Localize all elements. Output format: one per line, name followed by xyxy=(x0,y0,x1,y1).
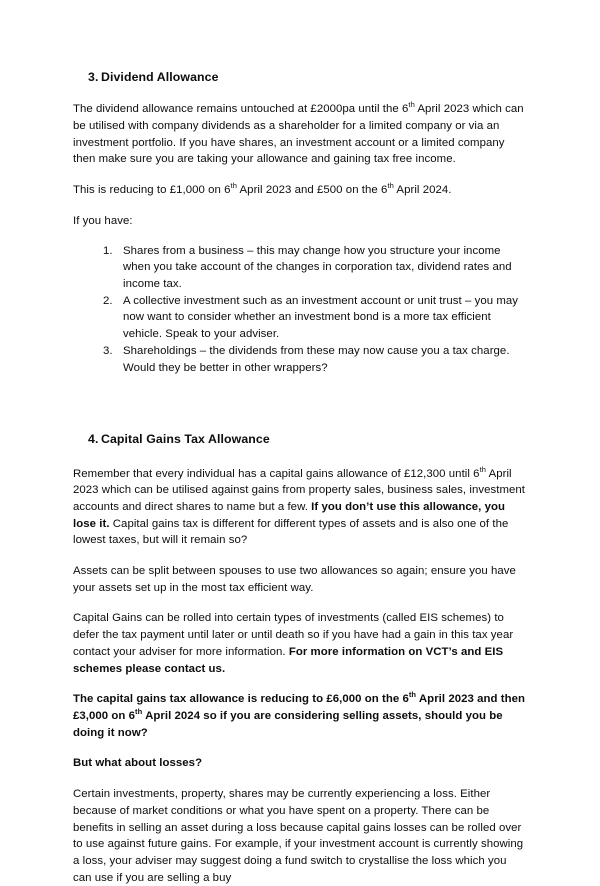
text-fragment: April 2023 which can be utilised against gains from property sales, business sales, investment accounts and direct shares to name but a few. xyxy=(73,467,526,513)
list-item xyxy=(73,343,527,376)
text-fragment: April 2023 which can be utilised with company dividends as a shareholder for a limited company or via an investment portfolio. If you have shares, an investment account or a limited company then make sure you are taking your allowance and gaining tax free income. xyxy=(73,103,524,166)
text-fragment: This is reducing to £1,000 on 6 xyxy=(73,184,231,197)
paragraph-losses-explanation: Certain investments, property, shares may be currently experiencing a loss. Either because of market conditions or what you have spent on a property. There can be benefits in selling an asset during a loss because capital gains losses can be rolled over to use against future gains. For example, if your investment account is currently showing a loss, your adviser may suggest doing a fund switch to crystallise the loss which you can use if you are selling a buy xyxy=(73,788,524,884)
emphasis-contact-us: For more information on VCT’s and EIS schemes please contact us. xyxy=(73,645,504,675)
list-item-label: A collective investment such as an investment account or unit trust – you may now want to consider whether an investment bond is a more tax efficient vehicle. Speak to your adviser. xyxy=(123,294,519,341)
paragraph-if-you-have: If you have: xyxy=(73,214,133,227)
section-heading-capital-gains-tax-allowance xyxy=(73,432,527,447)
text-fragment: April 2024 so if you are considering selling assets, should you be doing it now? xyxy=(73,710,503,739)
ordinal-suffix: th xyxy=(408,690,417,700)
ordinal-suffix: th xyxy=(387,181,394,191)
list-item-marker: 1. xyxy=(103,244,113,257)
text-fragment: Remember that every individual has a capital gains allowance of £12,300 until 6 xyxy=(73,467,480,480)
text-fragment: April 2023 and then £3,000 on 6 xyxy=(73,693,526,722)
list-item-marker: 3. xyxy=(103,344,113,357)
paragraph-dividend-intro xyxy=(73,101,527,168)
paragraph-losses-question: But what about losses? xyxy=(73,757,203,770)
section-number: 4. xyxy=(88,432,99,447)
paragraph-cgt-allowance xyxy=(73,466,527,550)
list-item-label: Shareholdings – the dividends from these may now cause you a tax charge. Would they be better in other wrappers? xyxy=(123,344,510,374)
document-body xyxy=(73,70,527,886)
paragraph-cgt-reducing xyxy=(73,691,527,741)
list-item-marker: 2. xyxy=(103,294,113,307)
emphasis-use-it-or-lose-it: If you don’t use this allowance, you lose it. xyxy=(73,500,505,530)
list-item xyxy=(73,243,527,293)
text-fragment: Capital gains tax is different for different types of assets and is also one of the lowest taxes, but will it remain so? xyxy=(73,517,509,547)
dividend-considerations-list xyxy=(73,243,527,377)
ordinal-suffix: th xyxy=(135,707,143,717)
list-item xyxy=(73,293,527,343)
text-fragment: April 2023 and £500 on the 6 xyxy=(236,184,388,197)
list-item-label: Shares from a business – this may change how you structure your income when you take account of the changes in corporation tax, dividend rates and income tax. xyxy=(123,244,512,290)
section-title: Dividend Allowance xyxy=(101,70,219,84)
text-fragment: April 2024. xyxy=(393,184,452,197)
ordinal-suffix: th xyxy=(230,181,237,191)
section-heading-dividend-allowance xyxy=(73,70,527,85)
paragraph-dividend-reducing xyxy=(73,182,527,199)
paragraph-eis-rollover xyxy=(73,610,527,677)
ordinal-suffix: th xyxy=(408,100,415,110)
text-fragment: Capital Gains can be rolled into certain types of investments (called EIS schemes) to defer the tax payment until later or until death so if you have had a gain in this tax year contact your adviser for more information. xyxy=(73,612,514,658)
section-number: 3. xyxy=(88,70,99,84)
section-title: Capital Gains Tax Allowance xyxy=(101,432,270,447)
text-fragment: The capital gains tax allowance is reducing to £6,000 on the 6 xyxy=(73,693,409,706)
ordinal-suffix: th xyxy=(479,464,486,474)
text-fragment: The dividend allowance remains untouched at £2000pa until the 6 xyxy=(73,103,409,116)
paragraph-spouse-split: Assets can be split between spouses to use two allowances so again; ensure you have your assets set up in the most tax efficient way. xyxy=(73,565,516,594)
